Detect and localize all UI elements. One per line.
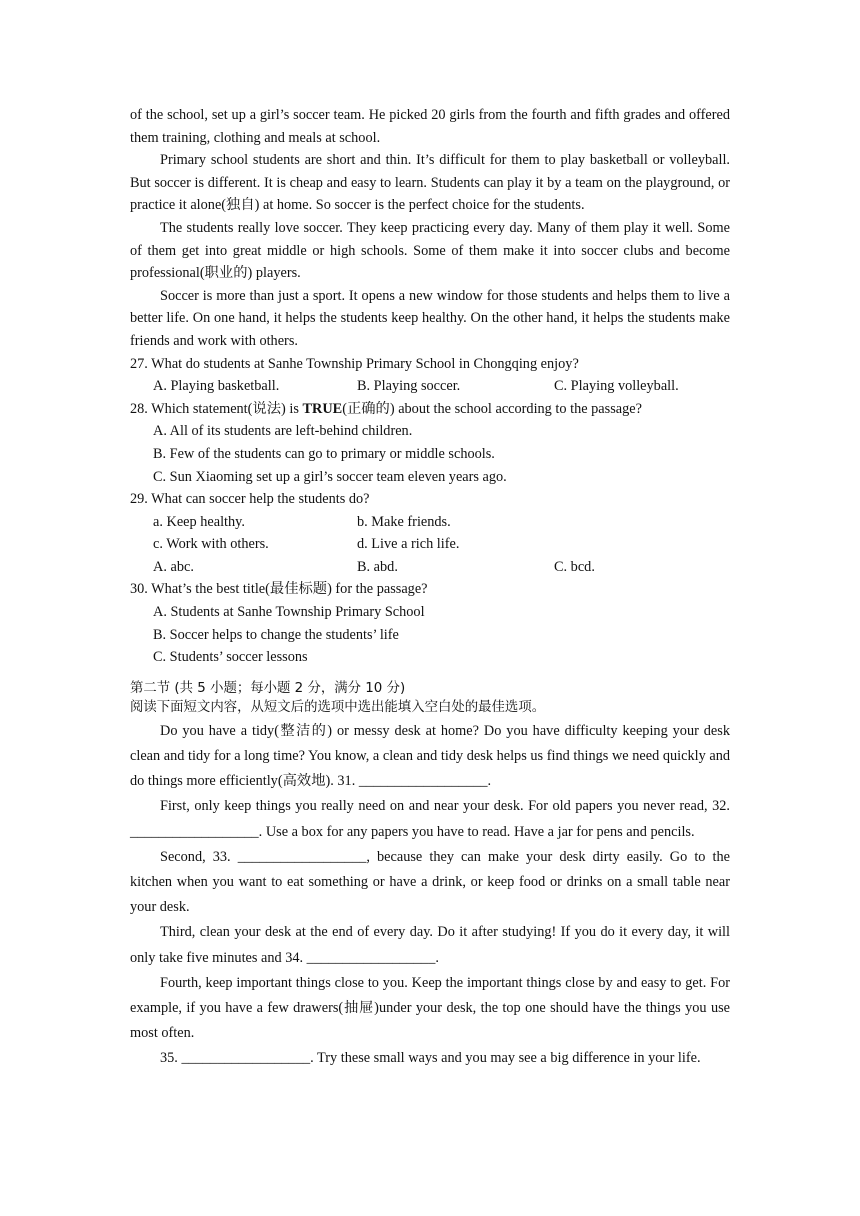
option-a: A. All of its students are left-behind children. [153, 423, 413, 440]
option-a: A. Playing basketball. [153, 378, 280, 395]
question-27-options [130, 375, 730, 398]
item-b: b. Make friends. [357, 513, 451, 530]
cloze-paragraph-2: First, only keep things you really need on and near your desk. For old papers you never read, 32. __________________. Use a box for any papers you have to read. Have a jar for pens and pencils. [130, 798, 730, 840]
option-b: B. Playing soccer. [357, 378, 461, 395]
question-28 [130, 398, 730, 488]
question-28-stem [130, 398, 730, 421]
question-29-stem: 29. What can soccer help the students do? [130, 491, 370, 508]
option-c: C. bcd. [554, 558, 595, 575]
question-29-items-row-1 [130, 511, 730, 534]
cloze-paragraph-3: Second, 33. __________________, because they can make your desk dirty easily. Go to the kitchen when you want to eat something or have a drink, or keep food or drinks on a small table near your desk. [130, 848, 730, 916]
option-b: B. abd. [357, 558, 398, 575]
cloze-paragraph-5: Fourth, keep important things close to you. Keep the important things close by and easy to get. For example, if you have a few drawers(抽屉)under your desk, the top one should have the things you use most often. [130, 974, 730, 1042]
cloze-paragraph-1: Do you have a tidy(整洁的) or messy desk at home? Do you have difficulty keeping your desk clean and tidy for a long time? You know, a clean and tidy desk helps us find things we need quickly and do things more efficiently(高效地). 31. __________________. [130, 722, 730, 790]
question-28-stem-bold: TRUE [302, 400, 343, 417]
passage-paragraph-4: Soccer is more than just a sport. It opens a new window for those students and helps them to live a better life. On one hand, it helps the students keep healthy. On the other hand, it helps the students make friends and work with others. [130, 287, 730, 349]
question-29-options [130, 556, 730, 579]
question-27 [130, 353, 730, 398]
item-d: d. Live a rich life. [357, 536, 460, 553]
cloze-paragraph-6: 35. __________________. Try these small ways and you may see a big difference in your life. [160, 1050, 701, 1067]
cloze-paragraph-4: Third, clean your desk at the end of every day. Do it after studying! If you do it every day, it will only take five minutes and 34. __________________. [130, 924, 730, 966]
section-instruction: 阅读下面短文内容，从短文后的选项中选出能填入空白处的最佳选项。 [130, 699, 546, 715]
passage-paragraph-1: of the school, set up a girl’s soccer team. He picked 20 girls from the fourth and fifth grades and offered them training, clothing and meals at school. [130, 107, 730, 146]
section-heading: 第二节 (共 5 小题；每小题 2 分，满分 10 分) [130, 680, 406, 696]
passage-paragraph-2: Primary school students are short and thin. It’s difficult for them to play basketball or volleyball. But soccer is different. It is cheap and easy to learn. Students can play it by a team on the playground, or practice it alone(独自) at home. So soccer is the perfect choice for the students. [130, 152, 730, 214]
question-28-stem-pre: 28. Which statement(说法) is [130, 400, 303, 417]
item-a: a. Keep healthy. [153, 513, 245, 530]
option-a: A. abc. [153, 558, 194, 575]
option-b: B. Few of the students can go to primary or middle schools. [153, 445, 495, 462]
option-a: A. Students at Sanhe Township Primary School [153, 604, 425, 621]
question-29-items-row-2 [130, 533, 730, 556]
question-29 [130, 488, 730, 578]
question-30-stem: 30. What’s the best title(最佳标题) for the passage? [130, 581, 428, 598]
question-27-stem: 27. What do students at Sanhe Township Primary School in Chongqing enjoy? [130, 355, 579, 372]
option-c: C. Sun Xiaoming set up a girl’s soccer team eleven years ago. [153, 468, 507, 485]
option-b: B. Soccer helps to change the students’ life [153, 626, 399, 643]
question-28-stem-post: (正确的) about the school according to the passage? [342, 400, 642, 417]
option-c: C. Playing volleyball. [554, 378, 679, 395]
question-30 [130, 578, 730, 668]
item-c: c. Work with others. [153, 536, 269, 553]
passage-paragraph-3: The students really love soccer. They keep practicing every day. Many of them play it well. Some of them get into great middle or high schools. Some of them make it into soccer clubs and become professional(职业的) players. [130, 219, 730, 282]
option-c: C. Students’ soccer lessons [153, 649, 308, 666]
exam-page [130, 104, 730, 1072]
